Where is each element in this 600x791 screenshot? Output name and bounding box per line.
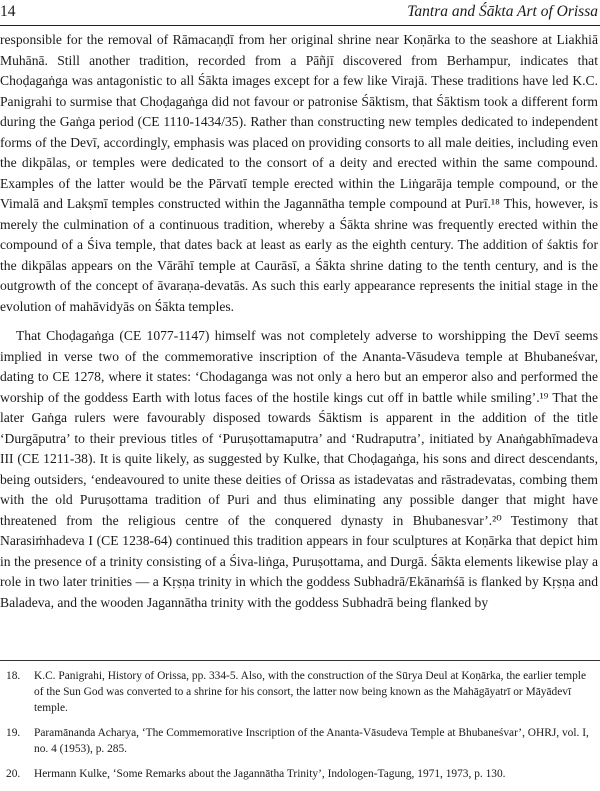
footnote-text: Paramānanda Acharya, ‘The Commemorative Inscription of the Ananta-Vāsudeva Temple at Bhubaneśvar’, OHRJ, vol. I, no. 4 (1953), p. 285. <box>34 727 589 755</box>
running-title: Tantra and Śākta Art of Orissa <box>407 3 598 20</box>
footnote-rule <box>0 660 600 661</box>
paragraph-1: responsible for the removal of Rāmacaṇḍī from her original shrine near Koṇārka to the seashore at Liakhiā Muhānā. Still another tradition, recorded from a Pāñjī discovered from Berhampur, indicates that Choḍagaṅga was antagonistic to all Śākta images except for a few like Virajā. These traditions have led K.C. Panigrahi to surmise that Choḍagaṅga did not favour or patronise Śāktism, that Śāktism took a different form during the Gaṅga period (CE 1110-1434/35). Rather than constructing new temples dedicated to independent forms of the Devī, accordingly, emphasis was placed on providing consorts to all male deities, including even the dikpālas, or temples were dedicated to the consort of a deity and erected within the same compound. Examples of the latter would be the Pārvatī temple erected within the Liṅgarāja temple compound, or the Vimalā and Lakṣmī temples constructed within the Jagannātha temple compound at Purī.¹⁸ This, however, is merely the culmination of a continuous tradition, whereby a Śākta shrine was frequently erected within the compound of a Śiva temple, that dates back at least as early as the eighth century. The addition of śaktis for the dikpālas appears on the Vārāhī temple at Caurāsī, a Śākta shrine dating to the tenth century, and is the outgrowth of the concept of āvaraṇa-devatās. As such this early appearance represents the initial stage in the evolution of mahāvidyās on Śākta temples. <box>0 32 598 314</box>
footnote-text: Hermann Kulke, ‘Some Remarks about the Jagannātha Trinity’, Indologen-Tagung, 1971, 1973, p. 130. <box>34 768 506 780</box>
page-number: 14 <box>0 3 16 20</box>
header-rule <box>0 25 600 26</box>
footnote-number: 19. <box>6 727 21 739</box>
footnotes <box>0 668 598 791</box>
footnote-text: K.C. Panigrahi, History of Orissa, pp. 334-5. Also, with the construction of the Sūrya Deul at Koṇārka, the earlier temple of the Sun God was converted to a shrine for his consort, the latter now being known as the Mahāgāyatrī or Māyādevī temple. <box>34 670 587 714</box>
footnote-number: 18. <box>6 670 21 682</box>
footnote-19 <box>0 725 598 757</box>
footnote-number: 20. <box>6 768 21 780</box>
page-header <box>0 0 600 24</box>
body-text <box>0 30 598 613</box>
footnote-18 <box>0 668 598 716</box>
paragraph-2: That Choḍagaṅga (CE 1077-1147) himself was not completely adverse to worshipping the Devī seems implied in verse two of the commemorative inscription of the Ananta-Vāsudeva temple at Bhubaneśvar, dating to CE 1278, where it states: ‘Chodaganga was not only a hero but an emperor also and performed the worship of the goddess Earth with lotus faces of the hostile kings cut off in battle while smiling’.¹⁹ That the later Gaṅga rulers were favourably disposed towards Śāktism is apparent in the addition of the title ‘Durgāputra’ to their previous titles of ‘Puruṣottamaputra’ and ‘Rudraputra’, initiated by Anaṅgabhīmadeva III (CE 1211-38). It is quite likely, as suggested by Kulke, that Choḍagaṅga, his sons and direct descendants, being outsiders, ‘endeavoured to unite these deities of Orissa as istadevatas and rāstradevatas, combing them with the old Puruṣottama tradition of Puri and thus eliminating any possible danger that might have threatened from the religious centre of the conquered dynasty in Bhubanesvar’.²⁰ Testimony that Narasiṁhadeva I (CE 1238-64) continued this tradition appears in four sculptures at Koṇārka that depict him in the presence of a trinity consisting of a Śiva-liṅga, Puruṣottama, and Durgā. Śākta elements likewise play a role in two later trinities — a Kṛṣṇa trinity in which the goddess Subhadrā/Ekānaṁśā is flanked by Kṛṣṇa and Baladeva, and the wooden Jagannātha trinity with the goddess Subhadrā being flanked by <box>0 328 598 610</box>
footnote-20 <box>0 766 598 782</box>
